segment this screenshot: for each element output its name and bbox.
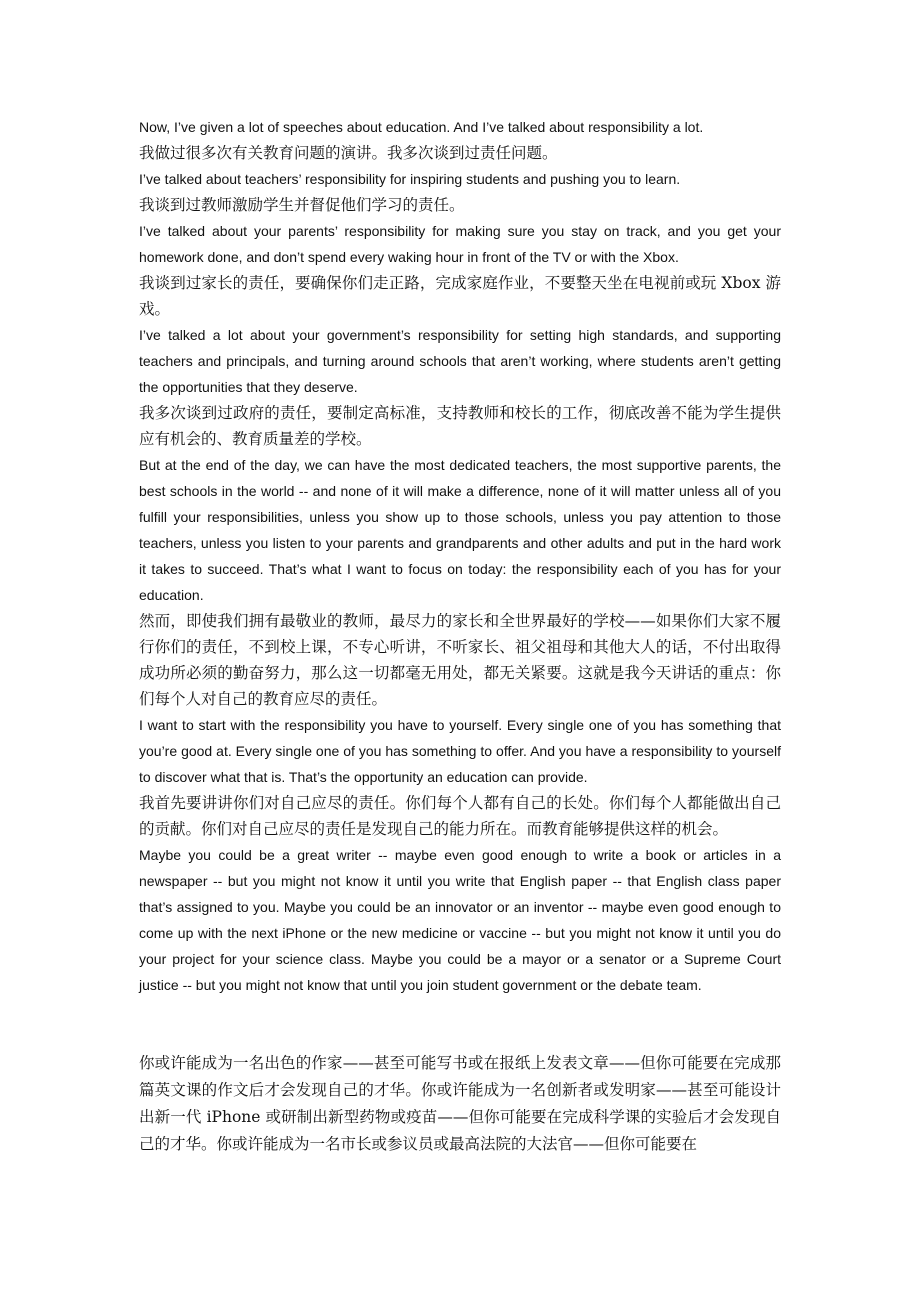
paragraph-zh-7: 你或许能成为一名出色的作家——甚至可能写书或在报纸上发表文章——但你可能要在完成那篇英文课的作文后才会发现自己的才华。你或许能成为一名创新者或发明家——甚至可能设计出新一代 iPhone 或研制出新型药物或疫苗——但你可能要在完成科学课的实验后才会发现自己的才华。你或许能成为一名市长或参议员或最高法院的大法官——但你可能要在 (139, 1054, 781, 1153)
paragraph-zh-4: 我多次谈到过政府的责任，要制定高标准，支持教师和校长的工作，彻底改善不能为学生提供应有机会的、教育质量差的学校。 (139, 404, 781, 448)
paragraph-en-4: I’ve talked a lot about your government’s responsibility for setting high standards, and supporting teachers and principals, and turning around schools that aren’t working, where students aren’t getting the opportunities that they deserve. (139, 327, 781, 395)
paragraph-zh-1: 我做过很多次有关教育问题的演讲。我多次谈到过责任问题。 (139, 144, 558, 162)
paragraph-en-6: I want to start with the responsibility you have to yourself. Every single one of you has something that you’re good at. Every single one of you has something to offer. And you have a responsibility to yourself to discover what that is. That’s the opportunity an education can provide. (139, 717, 781, 785)
paragraph-en-1: Now, I’ve given a lot of speeches about education. And I’ve talked about responsibility a lot. (139, 119, 704, 135)
paragraph-en-2: I’ve talked about teachers’ responsibility for inspiring students and pushing you to learn. (139, 171, 681, 187)
paragraph-zh-5: 然而，即使我们拥有最敬业的教师，最尽力的家长和全世界最好的学校——如果你们大家不履行你们的责任，不到校上课，不专心听讲，不听家长、祖父祖母和其他大人的话，不付出取得成功所必须的勤奋努力，那么这一切都毫无用处，都无关紧要。这就是我今天讲话的重点：你们每个人对自己的教育应尽的责任。 (139, 612, 781, 708)
paragraph-zh-3: 我谈到过家长的责任，要确保你们走正路，完成家庭作业，不要整天坐在电视前或玩 Xbox 游戏。 (139, 274, 781, 318)
paragraph-en-7: Maybe you could be a great writer -- maybe even good enough to write a book or articles in a newspaper -- but you might not know it until you write that English paper -- that English class paper that’s assigned to you. Maybe you could be an innovator or an inventor -- maybe even good enough to come up with the next iPhone or the new medicine or vaccine -- but you might not know it until you do your project for your science class. Maybe you could be a mayor or a senator or a Supreme Court justice -- but you might not know that until you join student government or the debate team. (139, 847, 781, 993)
paragraph-gap (139, 998, 781, 1050)
paragraph-zh-6: 我首先要讲讲你们对自己应尽的责任。你们每个人都有自己的长处。你们每个人都能做出自己的贡献。你们对自己应尽的责任是发现自己的能力所在。而教育能够提供这样的机会。 (139, 794, 781, 838)
document-page (139, 114, 781, 1158)
paragraph-en-5: But at the end of the day, we can have the most dedicated teachers, the most supportive parents, the best schools in the world -- and none of it will make a difference, none of it will matter unless all of you fulfill your responsibilities, unless you show up to those schools, unless you pay attention to those teachers, unless you listen to your parents and grandparents and other adults and put in the hard work it takes to succeed. That’s what I want to focus on today: the responsibility each of you has for your education. (139, 457, 781, 603)
paragraph-en-3: I’ve talked about your parents’ responsibility for making sure you stay on track, and you get your homework done, and don’t spend every waking hour in front of the TV or with the Xbox. (139, 223, 781, 265)
paragraph-zh-2: 我谈到过教师激励学生并督促他们学习的责任。 (139, 196, 465, 214)
